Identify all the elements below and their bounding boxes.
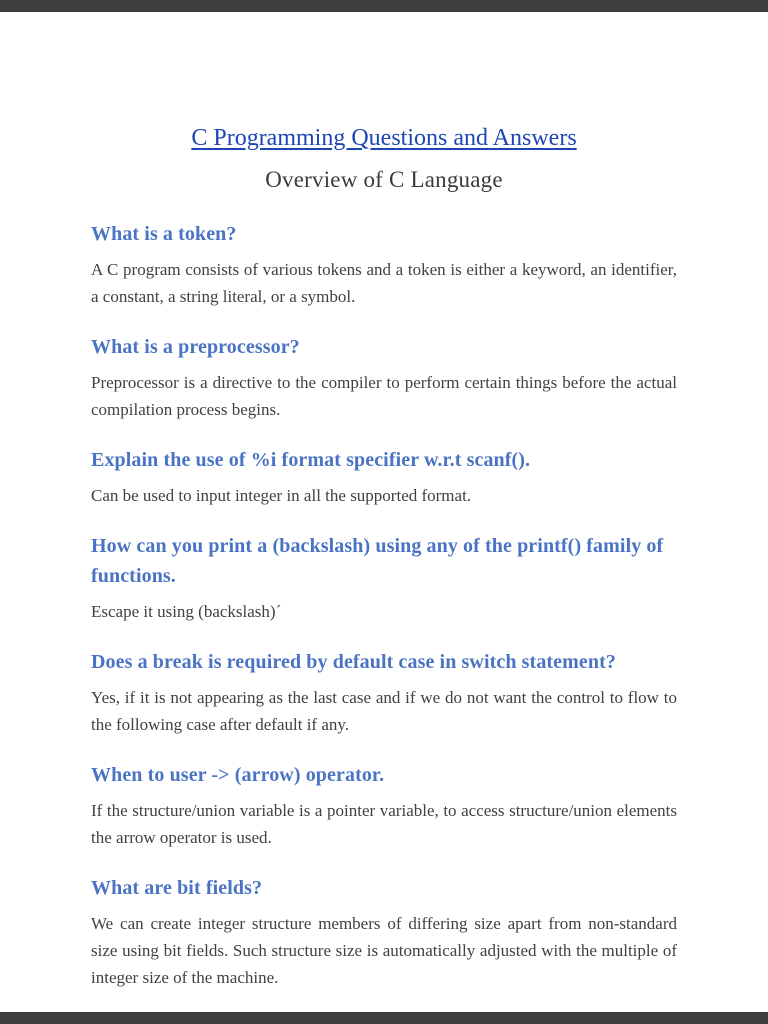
question-heading: How can you print a (backslash) using any of the printf() family of functions.	[91, 535, 664, 587]
qa-section	[91, 531, 677, 625]
viewer-top-bar	[0, 0, 768, 12]
qa-section	[91, 760, 677, 851]
document-page	[0, 12, 768, 1012]
viewer-bottom-bar	[0, 1012, 768, 1024]
qa-section	[91, 445, 677, 509]
question-heading: What is a preprocessor?	[91, 336, 300, 358]
question-heading: Does a break is required by default case in switch statement?	[91, 651, 616, 673]
page-title	[91, 116, 677, 153]
question-heading: What is a token?	[91, 223, 237, 245]
answer-text: Preprocessor is a directive to the compiler to perform certain things before the actual compilation process begins.	[91, 373, 677, 419]
answer-text: A C program consists of various tokens and a token is either a keyword, an identifier, a constant, a string literal, or a symbol.	[91, 260, 677, 306]
answer-text: If the structure/union variable is a pointer variable, to access structure/union elements the arrow operator is used.	[91, 801, 677, 847]
document-title-link[interactable]: C Programming Questions and Answers	[191, 125, 577, 151]
qa-section	[91, 332, 677, 423]
question-heading: What are bit fields?	[91, 877, 263, 899]
answer-text: Yes, if it is not appearing as the last case and if we do not want the control to flow to the following case after default if any.	[91, 688, 677, 734]
qa-section	[91, 873, 677, 991]
answer-text: We can create integer structure members of differing size apart from non-standard size using bit fields. Such structure size is automatically adjusted with the multiple of integer size of the machine.	[91, 914, 677, 987]
answer-text: Escape it using (backslash)´	[91, 602, 282, 621]
question-heading: When to user -> (arrow) operator.	[91, 764, 385, 786]
question-heading: Explain the use of %i format specifier w.r.t scanf().	[91, 449, 531, 471]
document-subtitle: Overview of C Language	[265, 167, 503, 192]
answer-text: Can be used to input integer in all the supported format.	[91, 486, 472, 505]
qa-section	[91, 219, 677, 310]
qa-section	[91, 647, 677, 738]
